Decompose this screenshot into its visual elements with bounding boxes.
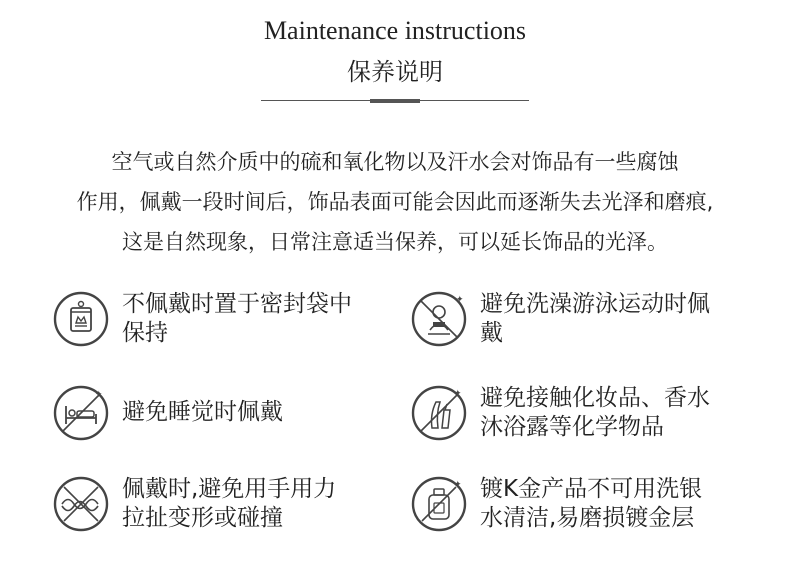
svg-text:✦: ✦ [454, 480, 462, 490]
intro-line-1: 空气或自然介质中的硫和氧化物以及汗水会对饰品有一些腐蚀 [111, 150, 679, 174]
no-pulling-icon [52, 475, 110, 533]
tip-line: 沐浴露等化学物品 [480, 414, 664, 440]
tip-text [480, 290, 750, 348]
tip-text [122, 398, 392, 427]
svg-text:✦: ✦ [454, 389, 462, 399]
tip-text [480, 475, 750, 533]
tip-line: 保持 [122, 320, 168, 346]
sealed-bag-icon [52, 290, 110, 348]
tip-sealed-bag [52, 290, 392, 348]
tip-line: 拉扯变形或碰撞 [122, 505, 283, 531]
tip-line: 避免洗澡游泳运动时佩 [480, 291, 710, 317]
title-divider-accent [370, 99, 420, 103]
tip-no-cosmetics [410, 384, 750, 442]
intro-line-2: 作用，佩戴一段时间后，饰品表面可能会因此而逐渐失去光泽和磨痕, [76, 190, 714, 214]
no-swimming-icon [410, 290, 468, 348]
tip-text [122, 475, 392, 533]
page-title-cn: 保养说明 [347, 58, 443, 86]
tip-line: 佩戴时,避免用手用力 [122, 476, 337, 502]
no-sleeping-icon [52, 384, 110, 442]
svg-text:✦: ✦ [456, 295, 464, 305]
tip-no-swimming [410, 290, 750, 348]
tip-no-sleeping [52, 384, 392, 442]
intro-line-3: 这是自然现象，日常注意适当保养，可以延长饰品的光泽。 [122, 230, 668, 254]
no-cosmetics-icon [410, 384, 468, 442]
tip-line: 避免接触化妆品、香水 [480, 385, 710, 411]
tip-no-cleaner [410, 475, 750, 533]
tip-line: 戴 [480, 320, 503, 346]
tip-text [122, 290, 392, 348]
tip-line: 水清洁,易磨损镀金层 [480, 505, 695, 531]
page-title-en: Maintenance instructions [263, 16, 527, 45]
tip-line: 不佩戴时置于密封袋中 [122, 291, 352, 317]
svg-text:✦: ✦ [95, 390, 103, 400]
tip-text [480, 384, 750, 442]
no-cleaner-icon [410, 475, 468, 533]
tip-line: 镀K金产品不可用洗银 [480, 476, 703, 502]
tip-no-pulling [52, 475, 392, 533]
tip-line: 避免睡觉时佩戴 [122, 399, 283, 425]
